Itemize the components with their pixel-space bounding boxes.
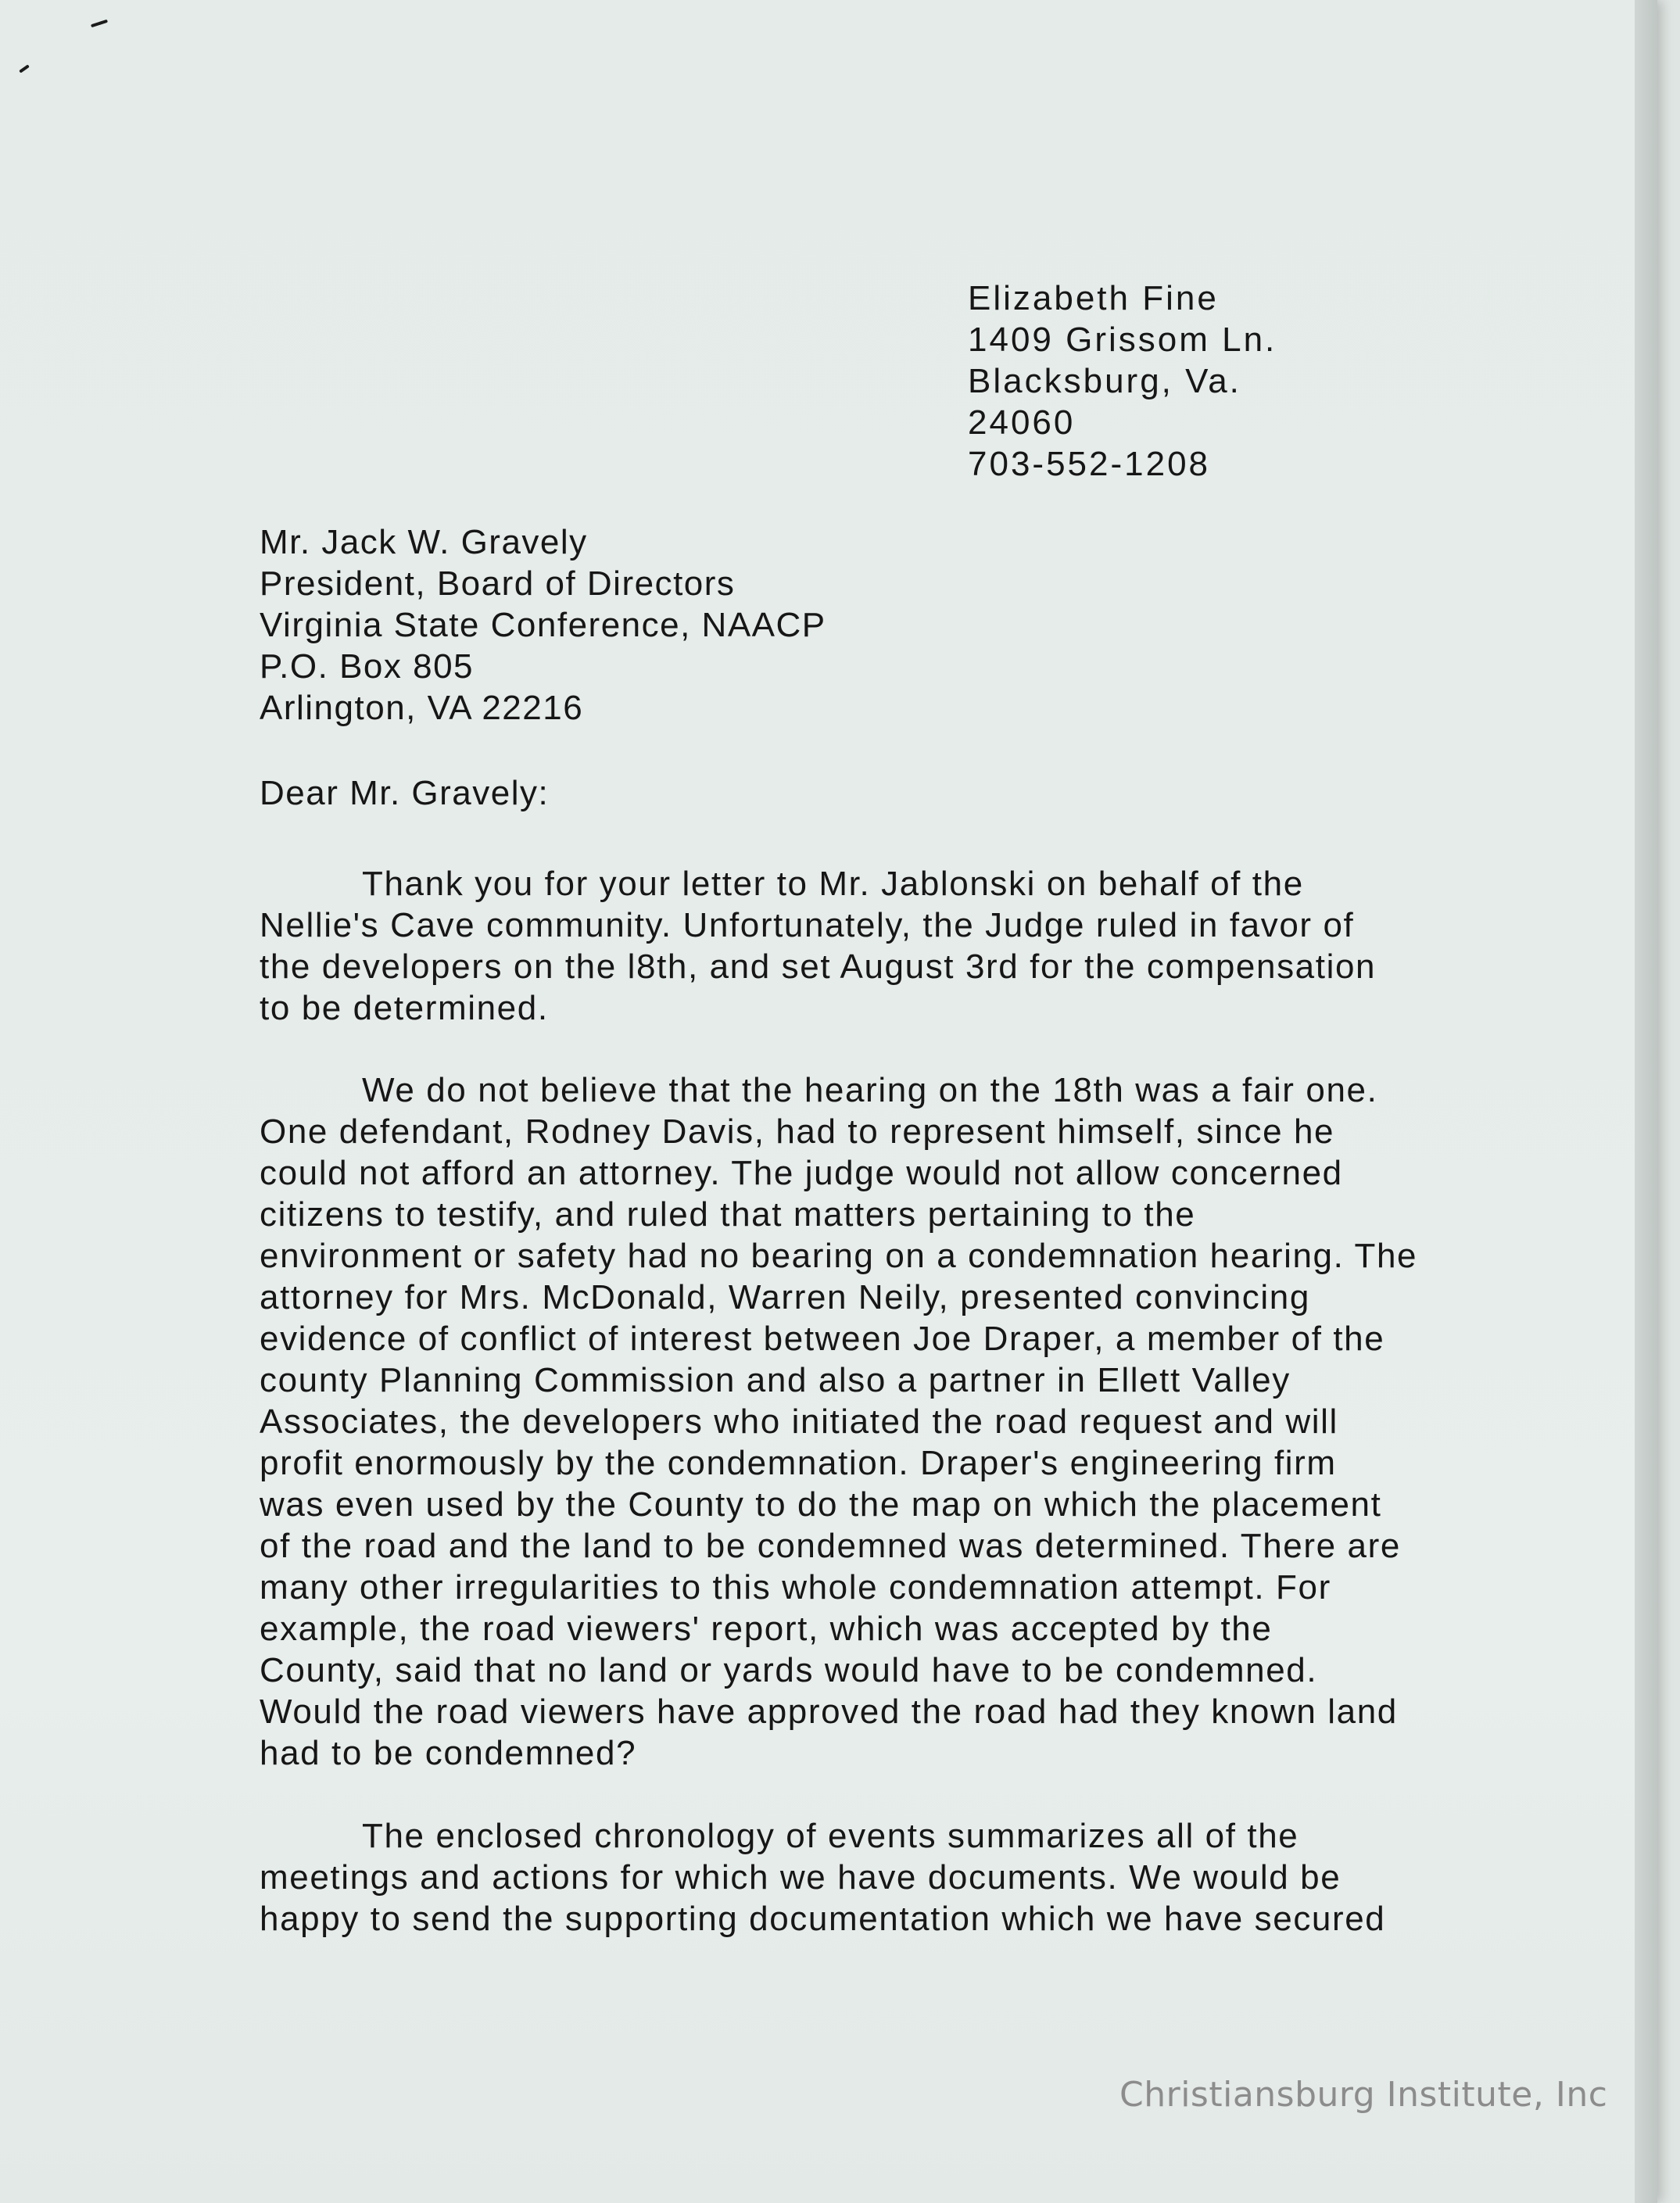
paragraph-line: to be determined. bbox=[260, 989, 549, 1027]
paragraph-line: The enclosed chronology of events summarizes all of the bbox=[362, 1817, 1299, 1855]
paragraph-line: Would the road viewers have approved the road had they known land bbox=[260, 1693, 1398, 1731]
stray-mark bbox=[19, 64, 30, 73]
paragraph-line: profit enormously by the condemnation. Draper's engineering firm bbox=[260, 1444, 1337, 1482]
recipient-title: President, Board of Directors bbox=[260, 564, 736, 603]
paragraph-line: happy to send the supporting documentation which we have secured bbox=[260, 1900, 1386, 1938]
page-edge bbox=[1635, 0, 1657, 2203]
sender-street: 1409 Grissom Ln. bbox=[968, 321, 1277, 359]
paragraph-line: Associates, the developers who initiated the road request and will bbox=[260, 1402, 1338, 1441]
recipient-organization: Virginia State Conference, NAACP bbox=[260, 606, 826, 644]
paragraph-line: of the road and the land to be condemned was determined. There are bbox=[260, 1527, 1401, 1565]
paragraph-line: attorney for Mrs. McDonald, Warren Neily, presented convincing bbox=[260, 1278, 1310, 1316]
paragraph-line: the developers on the l8th, and set August 3rd for the compensation bbox=[260, 947, 1377, 986]
paragraph-line: could not afford an attorney. The judge would not allow concerned bbox=[260, 1154, 1343, 1192]
paragraph-2 bbox=[260, 1069, 1417, 1774]
paragraph-line: Nellie's Cave community. Unfortunately, the Judge ruled in favor of bbox=[260, 906, 1355, 944]
recipient-name: Mr. Jack W. Gravely bbox=[260, 523, 588, 561]
sender-zip: 24060 bbox=[968, 403, 1076, 442]
recipient-city-state-zip: Arlington, VA 22216 bbox=[260, 689, 584, 727]
stray-mark bbox=[91, 20, 108, 28]
paragraph-line: meetings and actions for which we have documents. We would be bbox=[260, 1858, 1341, 1897]
sender-name: Elizabeth Fine bbox=[968, 279, 1219, 317]
recipient-po-box: P.O. Box 805 bbox=[260, 647, 475, 686]
archive-watermark: Christiansburg Institute, Inc bbox=[1119, 2075, 1608, 2115]
sender-address bbox=[968, 278, 1277, 485]
paragraph-line: county Planning Commission and also a partner in Ellett Valley bbox=[260, 1361, 1291, 1399]
paragraph-line: County, said that no land or yards would have to be condemned. bbox=[260, 1651, 1318, 1689]
sender-city: Blacksburg, Va. bbox=[968, 362, 1241, 400]
paragraph-line: environment or safety had no bearing on a condemnation hearing. The bbox=[260, 1237, 1418, 1275]
recipient-address bbox=[260, 521, 826, 729]
paragraph-line: evidence of conflict of interest between Joe Draper, a member of the bbox=[260, 1320, 1385, 1358]
paragraph-line: citizens to testify, and ruled that matters pertaining to the bbox=[260, 1195, 1196, 1234]
sender-phone: 703-552-1208 bbox=[968, 445, 1211, 483]
paragraph-3 bbox=[260, 1815, 1385, 1940]
paragraph-line: had to be condemned? bbox=[260, 1734, 637, 1772]
paragraph-line: We do not believe that the hearing on the 18th was a fair one. bbox=[362, 1071, 1378, 1109]
paragraph-line: Thank you for your letter to Mr. Jablonski on behalf of the bbox=[362, 865, 1304, 903]
paragraph-line: was even used by the County to do the map on which the placement bbox=[260, 1485, 1382, 1524]
salutation: Dear Mr. Gravely: bbox=[260, 774, 550, 812]
paragraph-line: One defendant, Rodney Davis, had to represent himself, since he bbox=[260, 1112, 1335, 1151]
paragraph-1 bbox=[260, 863, 1376, 1029]
paragraph-line: many other irregularities to this whole condemnation attempt. For bbox=[260, 1568, 1331, 1607]
paragraph-line: example, the road viewers' report, which was accepted by the bbox=[260, 1610, 1273, 1648]
